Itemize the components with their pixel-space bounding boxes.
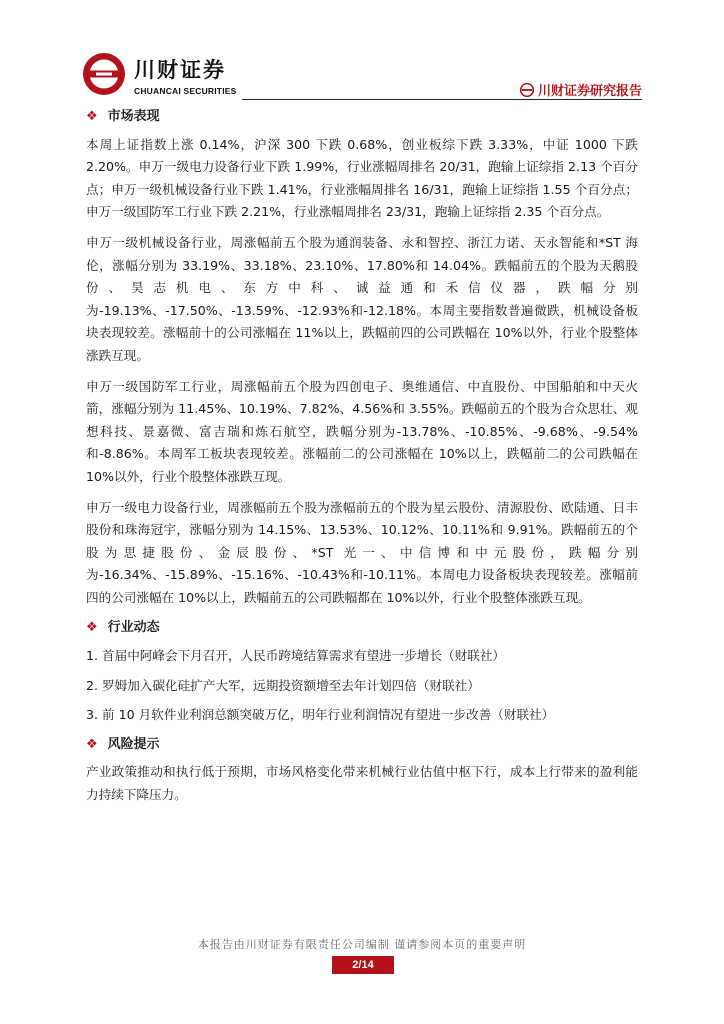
defense-paragraph: 申万一级国防军工行业，周涨幅前五个股为四创电子、奥维通信、中直股份、中国船舶和中天火箭，涨幅分别为 11.45%、10.19%、7.82%、4.56%和 3.55%。跌幅前五的个股为合众思壮、观想科技、景嘉微、富吉瑞和炼石航空，跌幅分别为-13.78%、-10.85%、-9.68%、-9.54%和-8.86%。本周军工板块表现较差。涨幅前二的公司涨幅在 10%以上，跌幅前二的公司跌幅在 10%以外，行业个股整体涨跌互现。: [86, 378, 638, 484]
machinery-paragraph: 申万一级机械设备行业，周涨幅前五个股为通润装备、永和智控、浙江力诺、天永智能和*ST 海伦，涨幅分别为 33.19%、33.18%、23.10%、17.80%和 14.04%。跌幅前五的个股为天鹅股份、昊志机电、东方中科、诚益通和禾信仪器，跌幅分别为-19.13%、-17.50%、-13.59%、-12.93%和-12.18%。本周主要指数普遍微跌，机械设备板块表现较差。涨幅前十的公司涨幅在 11%以上，跌幅前四的公司跌幅在 10%以外，行业个股整体涨跌互现。: [86, 234, 638, 363]
diamond-bullet-icon: ❖: [86, 736, 98, 752]
section-title-text: 风险提示: [107, 736, 160, 752]
report-label: [520, 80, 642, 99]
diamond-bullet-icon: ❖: [86, 109, 98, 124]
section-market-title: [86, 106, 638, 129]
page-number-badge: 2/14: [332, 956, 394, 974]
news-item: 3. 前 10 月软件业利润总额突破万亿，明年行业利润情况有望进一步改善（财联社）: [86, 707, 555, 723]
news-item: 2. 罗姆加入碳化硅扩产大军，远期投资额增至去年计划四倍（财联社）: [86, 677, 480, 693]
footer-disclaimer: 本报告由川财证券有限责任公司编制 谨请参阅本页的重要声明: [197, 938, 527, 951]
risk-paragraph: 产业政策推动和执行低于预期，市场风格变化带来机械行业估值中枢下行，成本上行带来的盈利能力持续下降压力。: [86, 764, 638, 803]
section-industry-title: [86, 617, 638, 640]
logo-chinese-name: 川财证券: [134, 58, 226, 82]
diamond-bullet-icon: ❖: [86, 620, 98, 636]
section-risk-title: [86, 734, 638, 757]
power-equipment-paragraph: 申万一级电力设备行业，周涨幅前五个股为涨幅前五的个股为星云股份、清源股份、欧陆通、日丰股份和珠海冠宇，涨幅分别为 14.15%、13.53%、10.12%、10.11%和 9.91%。跌幅前五的个股为思捷股份、金辰股份、*ST 光一、中信博和中元股份，跌幅分别为-16.34%、-15.89%、-15.16%、-10.43%和-10.11%。本周电力设备板块表现较差。涨幅前四的公司涨幅在 10%以上，跌幅前五的公司跌幅都在 10%以外，行业个股整体涨跌互现。: [86, 499, 638, 605]
header-divider: [242, 99, 642, 100]
section-title-text: 市场表现: [107, 109, 160, 124]
market-paragraph: 本周上证指数上涨 0.14%，沪深 300 下跌 0.68%，创业板综下跌 3.33%，中证 1000 下跌 2.20%。申万一级电力设备行业下跌 1.99%，行业涨幅周排名 20/31，跑输上证综指 2.13 个百分点；申万一级机械设备行业下跌 1.41%，行业涨幅周排名 16/31，跑输上证综指 1.55 个百分点；申万一级国防军工行业下跌 2.21%，行业涨幅周排名 23/31，跑输上证综指 2.35 个百分点。: [86, 136, 638, 220]
chuancai-mini-logo-icon: [520, 83, 534, 97]
page-header: [82, 52, 642, 102]
chuancai-logo-icon: [82, 52, 126, 96]
news-item: 1. 首届中阿峰会下月召开，人民币跨境结算需求有望进一步增长（财联社）: [86, 648, 506, 664]
report-label-text: 川财证券研究报告: [537, 84, 642, 99]
logo-english-name: CHUANCAI SECURITIES: [134, 86, 237, 96]
section-title-text: 行业动态: [107, 620, 160, 636]
report-body: [86, 104, 638, 815]
